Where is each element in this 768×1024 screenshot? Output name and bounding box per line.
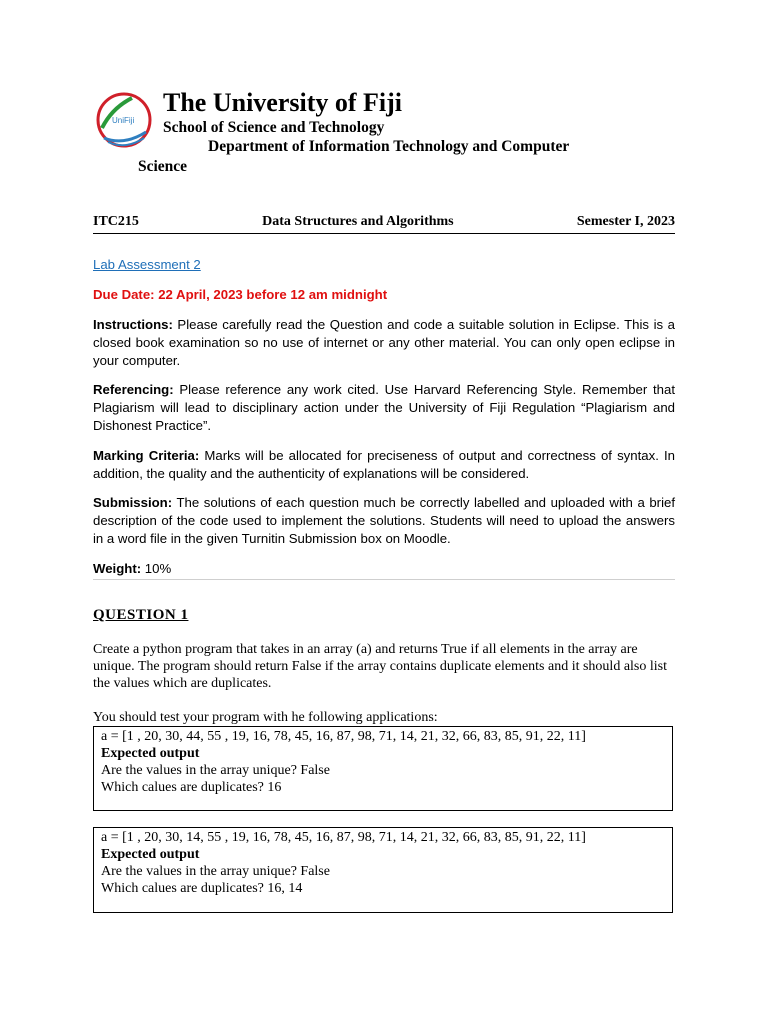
lab-assessment-link[interactable]: Lab Assessment 2 [93,257,201,272]
unique-result: Are the values in the array unique? False [101,864,330,879]
marking-label: Marking Criteria: [93,448,200,463]
instructions-text: Please carefully read the Question and code a suitable solution in Eclipse. This is a closed book examination so no use of internet or any other material. You can only open eclipse in your computer. [93,317,675,368]
submission-text: The solutions of each question much be correctly labelled and uploaded with a brief description of the code used to implement the solutions. Students will need to upload the answers in a word file in the given Turnitin Submission box on Moodle. [93,495,675,546]
header-divider [93,233,675,234]
test-input: a = [1 , 20, 30, 14, 55 , 19, 16, 78, 45, 16, 87, 98, 71, 14, 21, 32, 66, 83, 85, 91, 22, 11] [101,830,586,845]
duplicates-result: Which calues are duplicates? 16, 14 [101,881,303,896]
weight-paragraph [93,560,675,578]
question-text: Create a python program that takes in an array (a) and returns True if all elements in the array are unique. The program should return False if the array contains duplicate elements and it should also list the values which are duplicates. [93,642,667,691]
university-title: The University of Fiji [163,88,403,117]
duplicates-result: Which calues are duplicates? 16 [101,780,282,795]
weight-text: 10% [141,561,172,576]
course-code: ITC215 [93,214,139,229]
unique-result: Are the values in the array unique? False [101,763,330,778]
expected-output-label: Expected output [101,847,200,862]
department-name-line1: Department of Information Technology and Computer [208,138,570,155]
semester: Semester I, 2023 [576,214,675,229]
test-case-box [93,726,673,811]
logo-text: UniFiji [112,116,135,125]
instructions-label: Instructions: [93,317,173,332]
referencing-text: Please reference any work cited. Use Harvard Referencing Style. Remember that Plagiarism will lead to disciplinary action under the University of Fiji Regulation “Plagiarism and Dishonest Practice”. [93,382,675,433]
question-title: QUESTION 1 [93,607,189,623]
referencing-paragraph [93,381,675,435]
course-info-row [93,213,675,231]
course-name: Data Structures and Algorithms [262,214,454,229]
expected-output-label: Expected output [101,746,200,761]
test-intro: You should test your program with he following applications: [93,710,438,725]
school-name: School of Science and Technology [163,119,385,136]
section-divider [93,579,675,580]
submission-label: Submission: [93,495,173,510]
test-case-box [93,827,673,913]
due-date: Due Date: 22 April, 2023 before 12 am midnight [93,287,388,302]
weight-label: Weight: [93,561,142,576]
test-input: a = [1 , 20, 30, 44, 55 , 19, 16, 78, 45, 16, 87, 98, 71, 14, 21, 32, 66, 83, 85, 91, 22, 11] [101,729,586,744]
submission-paragraph [93,494,675,548]
referencing-label: Referencing: [93,382,174,397]
department-name-line2: Science [138,158,188,175]
marking-text: Marks will be allocated for preciseness of output and correctness of syntax. In addition, the quality and the authenticity of explanations will be considered. [93,448,676,481]
instructions-paragraph [93,316,675,370]
university-logo [92,88,156,152]
marking-criteria-paragraph [93,447,675,483]
